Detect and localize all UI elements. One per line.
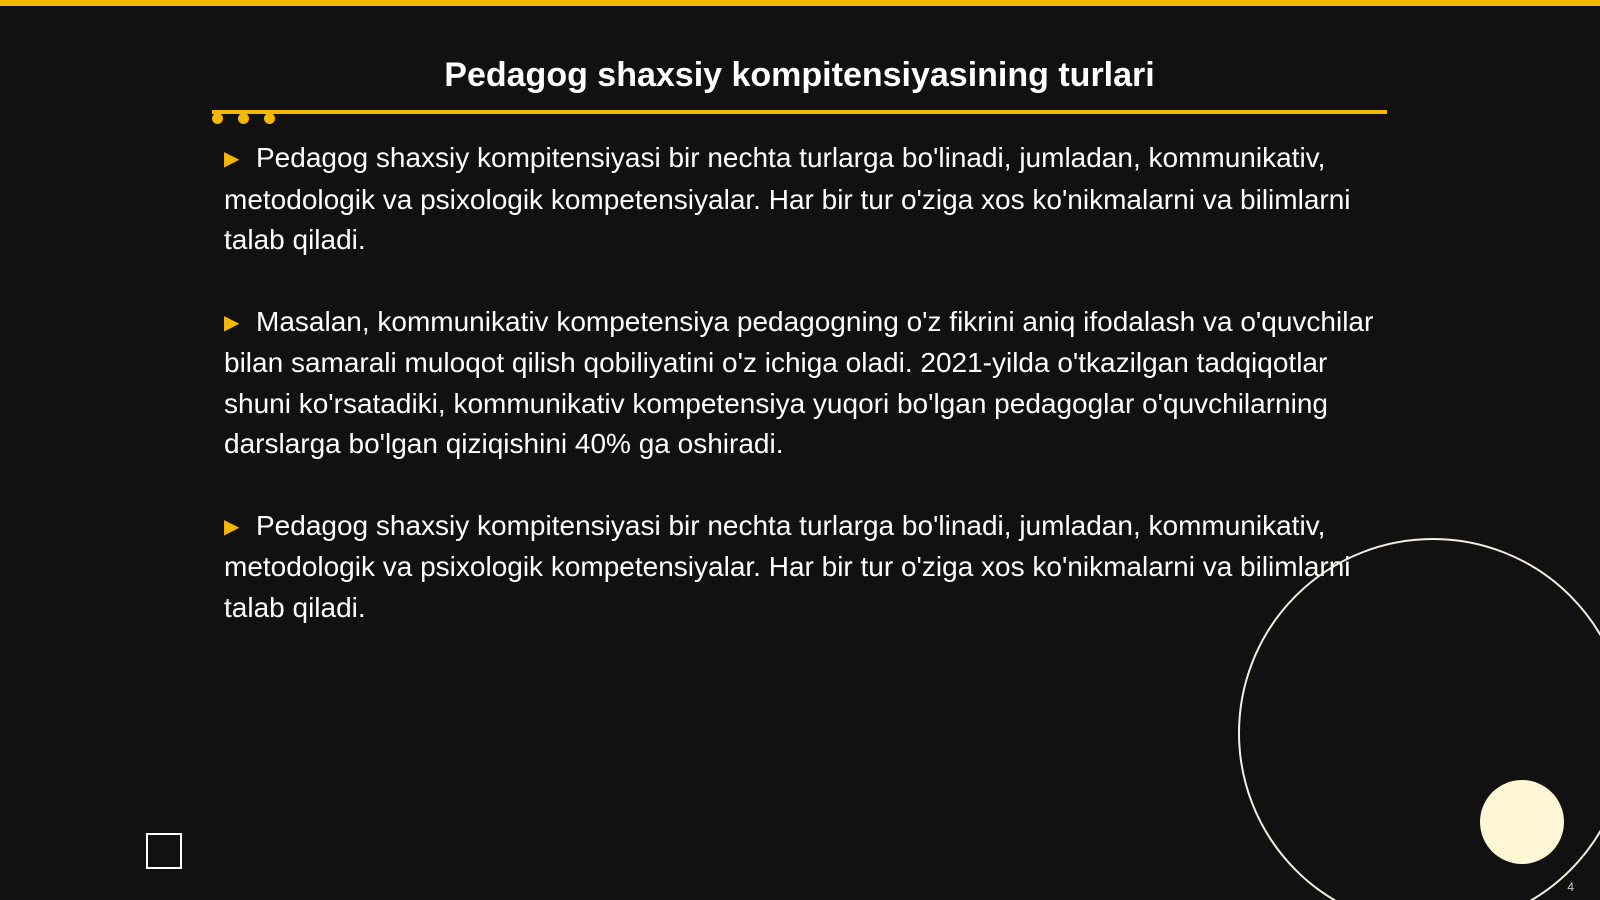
decorative-dot <box>212 113 223 124</box>
bullet-text: Pedagog shaxsiy kompitensiyasi bir nechta turlarga bo'linadi, jumladan, kommunikativ, metodologik va psixologik kompetensiyalar. Har bir tur o'ziga xos ko'nikmalarni va bilimlarni talab qiladi. <box>224 142 1351 255</box>
page-number: 4 <box>1567 880 1574 894</box>
triangle-right-icon: ▶ <box>224 311 240 334</box>
bullet-list <box>224 138 1394 669</box>
decorative-dot <box>238 113 249 124</box>
bullet-item <box>224 506 1394 629</box>
slide-title: Pedagog shaxsiy kompitensiyasining turlari <box>444 56 1155 94</box>
top-accent-bar <box>0 0 1600 6</box>
bullet-item <box>224 138 1394 261</box>
triangle-right-icon: ▶ <box>224 515 240 538</box>
title-underline <box>212 110 1387 114</box>
decorative-dot <box>264 113 275 124</box>
bullet-text: Pedagog shaxsiy kompitensiyasi bir nechta turlarga bo'linadi, jumladan, kommunikativ, metodologik va psixologik kompetensiyalar. Har bir tur o'ziga xos ko'nikmalarni va bilimlarni talab qiladi. <box>224 509 1351 623</box>
decorative-circle-filled <box>1480 780 1564 864</box>
triangle-right-icon: ▶ <box>224 148 240 170</box>
bullet-item <box>224 302 1394 465</box>
decorative-square <box>146 833 182 869</box>
bullet-text: Masalan, kommunikativ kompetensiya pedagogning o'z fikrini aniq ifodalash va o'quvchilar bilan samarali muloqot qilish qobiliyatini o'z ichiga oladi. 2021-yilda o'tkazilgan tadqiqotlar shuni ko'rsatadiki, kommunikativ kompetensiya yuqori bo'lgan pedagoglar o'quvchilarning darslarga bo'lgan qiziqishini 40% ga oshiradi. <box>224 305 1374 459</box>
